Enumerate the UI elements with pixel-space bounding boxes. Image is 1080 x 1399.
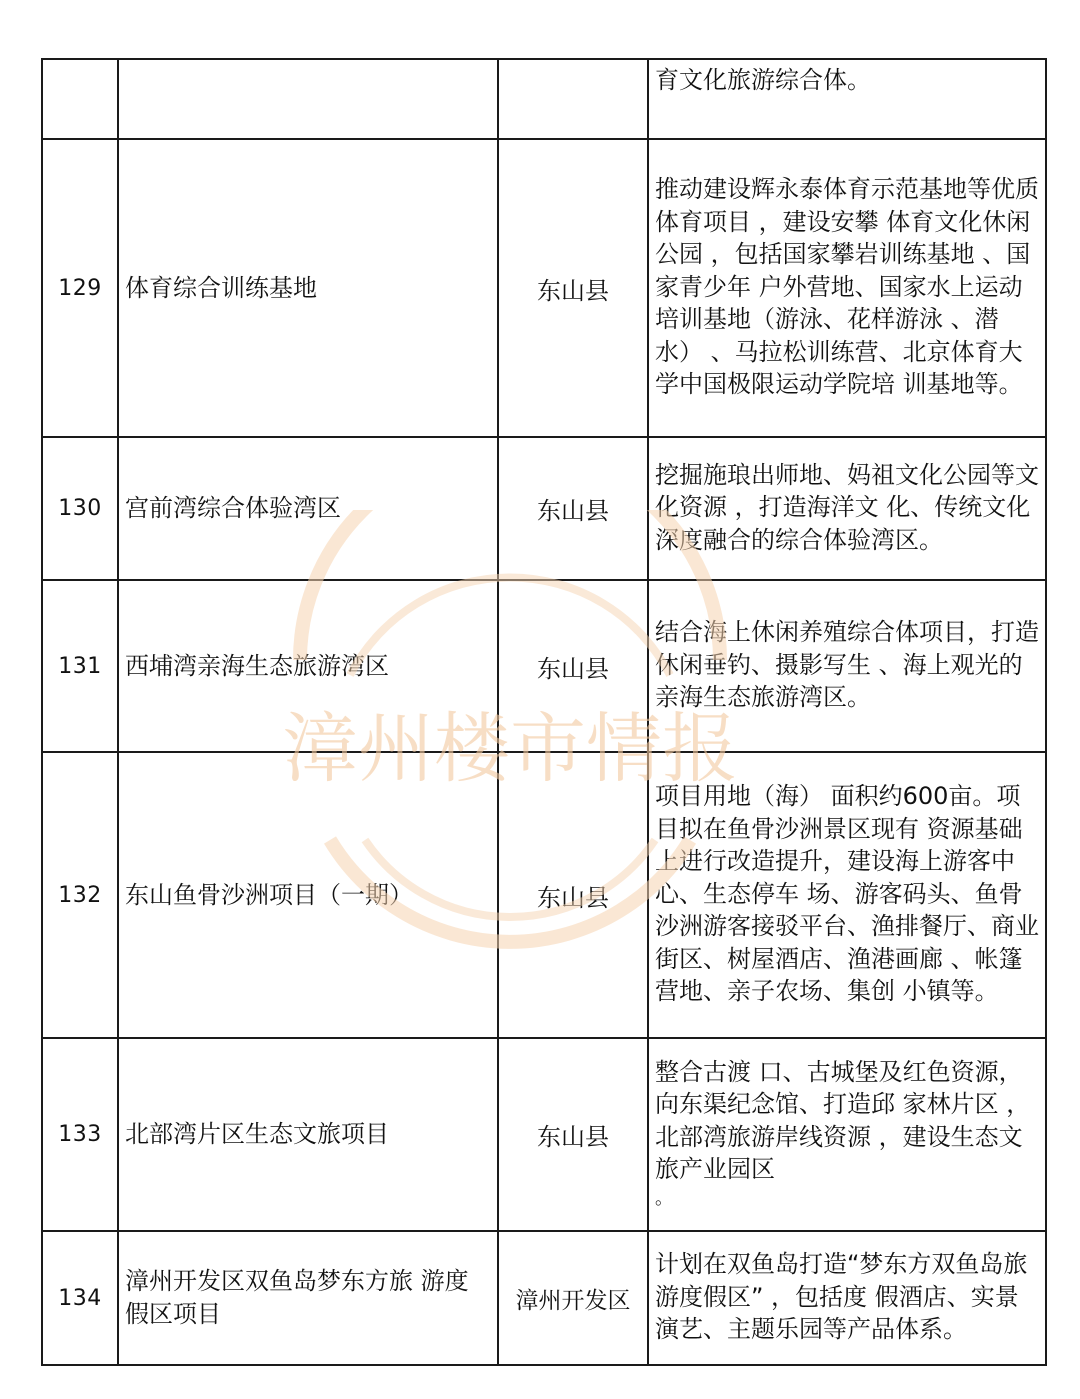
row-number: 130	[42, 437, 118, 580]
table-row	[42, 59, 1046, 139]
table-row	[42, 580, 1046, 752]
project-name: 宫前湾综合体验湾区	[118, 437, 498, 580]
project-description: 育文化旅游综合体。	[648, 59, 1046, 139]
project-name	[118, 59, 498, 139]
row-number: 132	[42, 752, 118, 1038]
project-description: 推动建设辉永泰体育示范基地等优质体育项目 ，建设安攀 体育文化休闲公园 ，包括国家攀岩训练基地 、国家青少年 户外营地、国家水上运动培训基地（游泳、花样游泳 、潜 水） 、马拉松训练营、北京体育大学中国极限运动学院培 训基地等。	[648, 139, 1046, 437]
table-row	[42, 139, 1046, 437]
project-description: 整合古渡 口、古城堡及红色资源，向东渠纪念馆、打造邱 家林片区 ，北部湾旅游岸线资源 ，建设生态文旅产业园区	[655, 1057, 1031, 1183]
county: 东山县	[498, 580, 648, 752]
projects-table	[41, 58, 1047, 1366]
county: 漳州开发区	[498, 1231, 648, 1365]
watermark-text: 漳州楼市情报	[282, 704, 738, 793]
project-description-cell	[648, 1038, 1046, 1231]
row-number	[42, 59, 118, 139]
project-description: 项目用地（海） 面积约600亩。项目拟在鱼骨沙洲景区现有 资源基础上进行改造提升，建设海上游客中心、生态停车 场、游客码头、鱼骨沙洲游客接驳平台、渔排餐厅、商业 街区、树屋酒店、渔港画廊 、帐篷营地、亲子农场、集创 小镇等。	[648, 752, 1046, 1038]
project-name: 北部湾片区生态文旅项目	[118, 1038, 498, 1231]
table-row	[42, 1038, 1046, 1231]
project-name: 体育综合训练基地	[118, 139, 498, 437]
project-name: 漳州开发区双鱼岛梦东方旅 游度假区项目	[118, 1231, 498, 1365]
county	[498, 59, 648, 139]
table-row	[42, 752, 1046, 1038]
project-name: 西埔湾亲海生态旅游湾区	[118, 580, 498, 752]
county: 东山县	[498, 139, 648, 437]
project-description-tail: 。	[655, 1187, 673, 1209]
county: 东山县	[498, 437, 648, 580]
project-description: 结合海上休闲养殖综合体项目，打造休闲垂钓、摄影写生 、海上观光的亲海生态旅游湾区。	[648, 580, 1046, 752]
county: 东山县	[498, 752, 648, 1038]
row-number: 129	[42, 139, 118, 437]
row-number: 134	[42, 1231, 118, 1365]
table-row	[42, 1231, 1046, 1365]
project-description: 挖掘施琅出师地、妈祖文化公园等文化资源 ，打造海洋文 化、传统文化深度融合的综合体验湾区。	[648, 437, 1046, 580]
row-number: 131	[42, 580, 118, 752]
county: 东山县	[498, 1038, 648, 1231]
table-row	[42, 437, 1046, 580]
project-description: 计划在双鱼岛打造“梦东方双鱼岛旅游度假区” ，包括度 假酒店、实景演艺、主题乐园等产品体系。	[648, 1231, 1046, 1365]
project-name: 东山鱼骨沙洲项目（一期）	[118, 752, 498, 1038]
row-number: 133	[42, 1038, 118, 1231]
